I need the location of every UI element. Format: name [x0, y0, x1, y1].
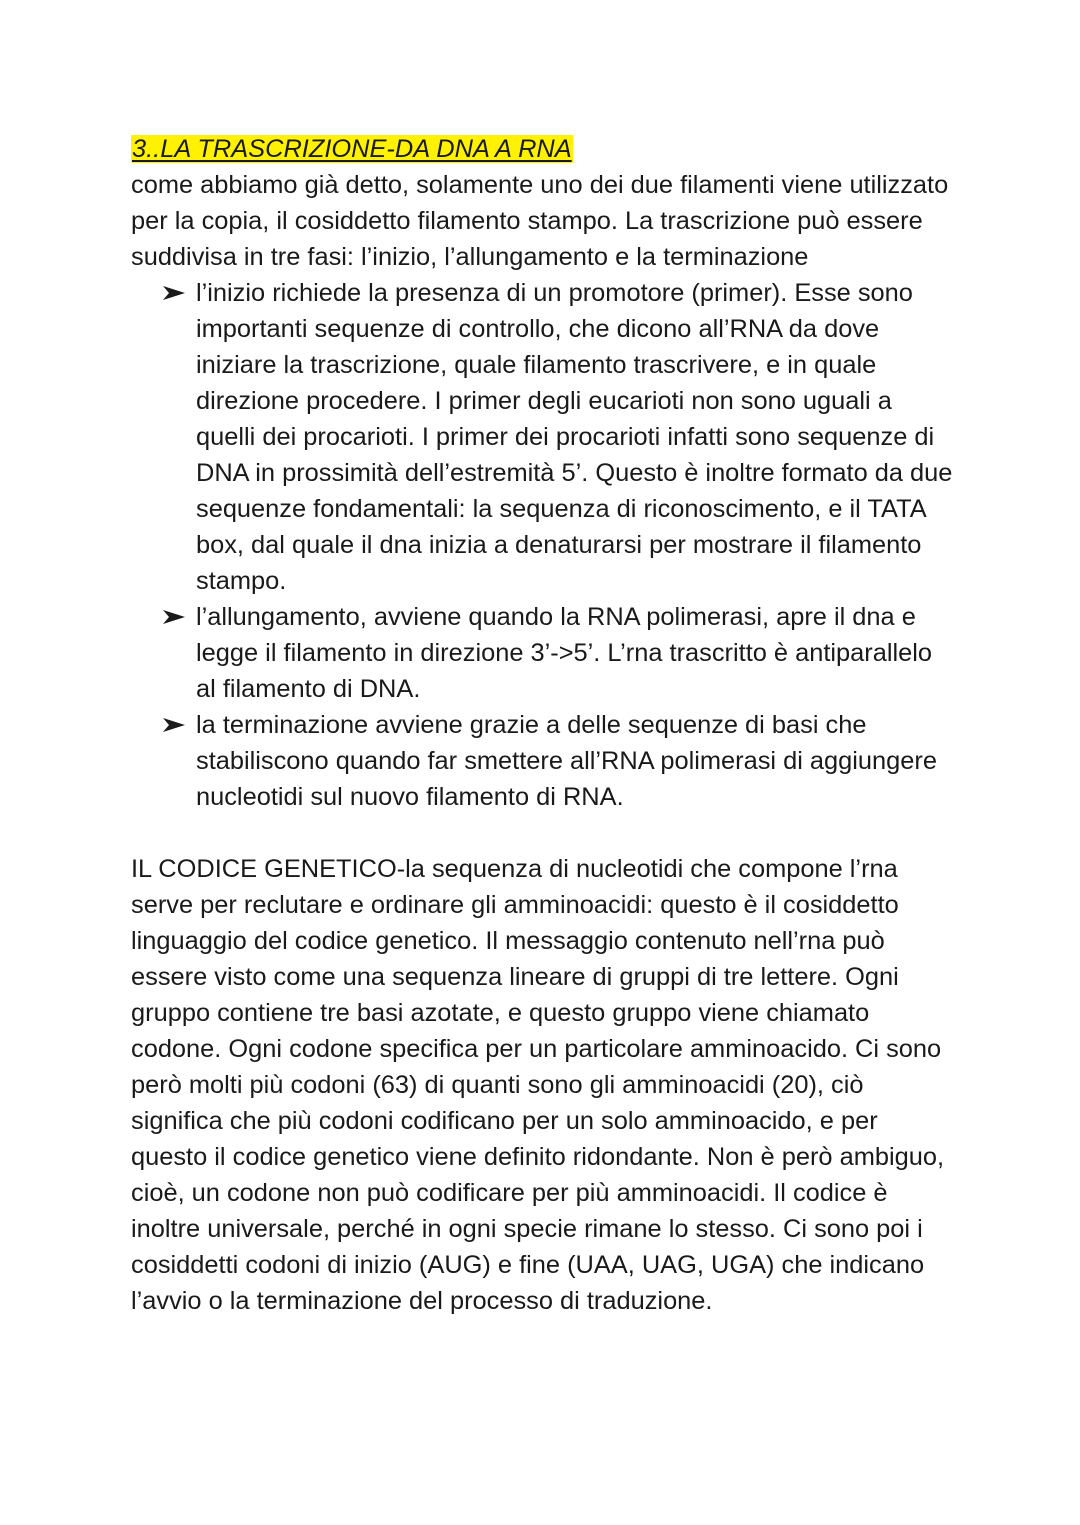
document-content	[131, 131, 961, 1319]
list-item-text: l’inizio richiede la presenza di un promotore (primer). Esse sono importanti sequenze di controllo, che dicono all’RNA da dove iniziare la trascrizione, quale filamento trascrivere, e in quale direzione procedere. I primer degli eucarioti non sono uguali a quelli dei procarioti. I primer dei procarioti infatti sono sequenze di DNA in prossimità dell’estremità 5’. Questo è inoltre formato da due sequenze fondamentali: la sequenza di riconoscimento, e il TATA box, dal quale il dna inizia a denaturarsi per mostrare il filamento stampo.	[196, 279, 953, 595]
list-item	[131, 707, 956, 815]
list-item	[131, 599, 956, 707]
section-heading-text: 3..LA TRASCRIZIONE-DA DNA A RNA	[132, 135, 572, 163]
arrowhead-bullet-icon	[162, 707, 192, 743]
list-item	[131, 275, 956, 599]
paragraph-spacer	[131, 815, 961, 851]
section-heading	[131, 131, 961, 167]
list-item-text: l’allungamento, avviene quando la RNA polimerasi, apre il dna e legge il filamento in direzione 3’->5’. L’rna trascritto è antiparallelo al filamento di DNA.	[196, 603, 933, 703]
genetic-code-paragraph: IL CODICE GENETICO-la sequenza di nucleotidi che compone l’rna serve per reclutare e ordinare gli amminoacidi: questo è il cosiddetto linguaggio del codice genetico. Il messaggio contenuto nell’rna può essere visto come una sequenza lineare di gruppi di tre lettere. Ogni gruppo contiene tre basi azotate, e questo gruppo viene chiamato codone. Ogni codone specifica per un particolare amminoacido. Ci sono però molti più codoni (63) di quanti sono gli amminoacidi (20), ciò significa che più codoni codificano per un solo amminoacido, e per questo il codice genetico viene definito ridondante. Non è però ambiguo, cioè, un codone non può codificare per più amminoacidi. Il codice è inoltre universale, perché in ogni specie rimane lo stesso. Ci sono poi i cosiddetti codoni di inizio (AUG) e fine (UAA, UAG, UGA) che indicano l’avvio o la terminazione del processo di traduzione.	[131, 855, 945, 1315]
transcription-phases-list	[131, 275, 961, 815]
intro-paragraph: come abbiamo già detto, solamente uno dei due filamenti viene utilizzato per la copia, il cosiddetto filamento stampo. La trascrizione può essere suddivisa in tre fasi: l’inizio, l’allungamento e la terminazione	[131, 171, 949, 271]
arrowhead-bullet-icon	[162, 599, 192, 635]
arrowhead-bullet-icon	[162, 275, 192, 311]
list-item-text: la terminazione avviene grazie a delle sequenze di basi che stabiliscono quando far smettere all’RNA polimerasi di aggiungere nucleotidi sul nuovo filamento di RNA.	[196, 711, 937, 811]
